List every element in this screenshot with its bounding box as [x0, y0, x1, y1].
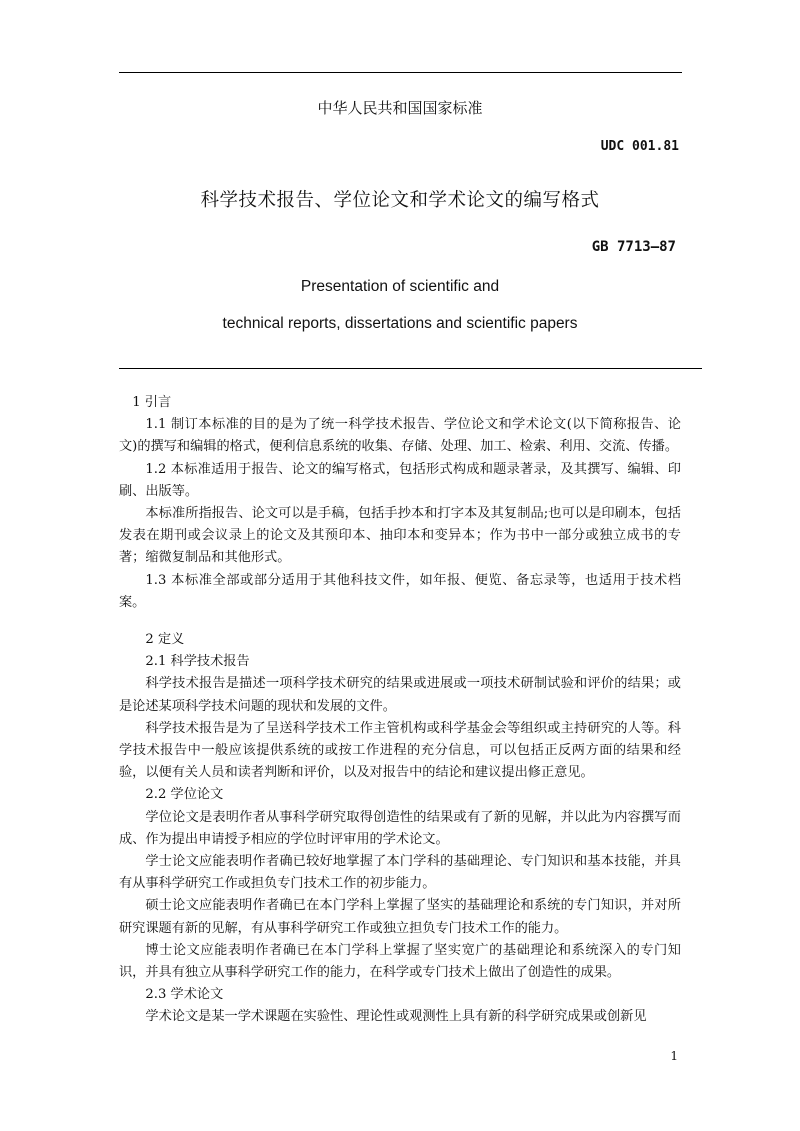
subsection-heading: 2.2 学位论文 [145, 787, 224, 803]
paragraph: 学术论文是某一学术课题在实验性、理论性或观测性上具有新的科学研究成果或创新见 [145, 1009, 647, 1025]
document-title: 科学技术报告、学位论文和学术论文的编写格式 [200, 190, 600, 211]
english-title-line-2: technical reports, dissertations and scientific papers [222, 315, 578, 332]
paragraph: 学位论文是表明作者从事科学研究取得创造性的结果或有了新的见解，并以此为内容撰写而成、作为提出申请授予相应的学位时评审用的学术论文。 [119, 809, 681, 847]
section-heading: 2 定义 [145, 632, 185, 648]
paragraph: 科学技术报告是描述一项科学技术研究的结果或进展或一项技术研制试验和评价的结果；或是论述某项科学技术问题的现状和发展的文件。 [119, 676, 681, 714]
subsection-heading: 2.1 科学技术报告 [145, 654, 250, 670]
paragraph: 硕士论文应能表明作者确已在本门学科上掌握了坚实的基础理论和系统的专门知识，并对所研究课题有新的见解，有从事科学研究工作或独立担负专门技术工作的能力。 [119, 898, 681, 936]
paragraph: 博士论文应能表明作者确已在本门学科上掌握了坚实宽广的基础理论和系统深入的专门知识，并具有独立从事科学研究工作的能力，在科学或专门技术上做出了创造性的成果。 [119, 942, 681, 981]
paragraph: 1.3 本标准全部或部分适用于其他科技文件，如年报、便览、备忘录等，也适用于技术档案。 [119, 572, 681, 610]
paragraph: 1.2 本标准适用于报告、论文的编写格式，包括形式构成和题录著录，及其撰写、编辑、印刷、出版等。 [119, 461, 681, 499]
udc-code: UDC 001.81 [600, 139, 679, 154]
page-number: 1 [670, 1049, 678, 1063]
section-heading: 1 引言 [132, 395, 172, 410]
document-body [119, 392, 681, 1029]
english-title-line-1: Presentation of scientific and [300, 278, 500, 295]
subsection-heading: 2.3 学术论文 [145, 987, 224, 1003]
national-standard-label: 中华人民共和国国家标准 [317, 99, 483, 117]
paragraph: 1.1 制订本标准的目的是为了统一科学技术报告、学位论文和学术论文(以下简称报告、论文)的撰写和编辑的格式，便利信息系统的收集、存储、处理、加工、检索、利用、交流、传播。 [119, 417, 681, 455]
paragraph: 学士论文应能表明作者确已较好地掌握了本门学科的基础理论、专门知识和基本技能，并具有从事科学研究工作或担负专门技术工作的初步能力。 [119, 854, 681, 892]
paragraph: 科学技术报告是为了呈送科学技术工作主管机构或科学基金会等组织或主持研究的人等。科学技术报告中一般应该提供系统的或按工作进程的充分信息，可以包括正反两方面的结果和经验，以便有关人员和读者判断和评价，以及对报告中的结论和建议提出修正意见。 [119, 720, 681, 781]
section-rule [119, 368, 702, 369]
paragraph: 本标准所指报告、论文可以是手稿，包括手抄本和打字本及其复制品;也可以是印刷本，包括发表在期刊或会议录上的论文及其预印本、抽印本和变异本；作为书中一部分或独立成书的专著；缩微复制品和其他形式。 [119, 506, 681, 566]
gb-standard-number: GB 7713—87 [591, 239, 676, 255]
top-rule [119, 72, 682, 73]
